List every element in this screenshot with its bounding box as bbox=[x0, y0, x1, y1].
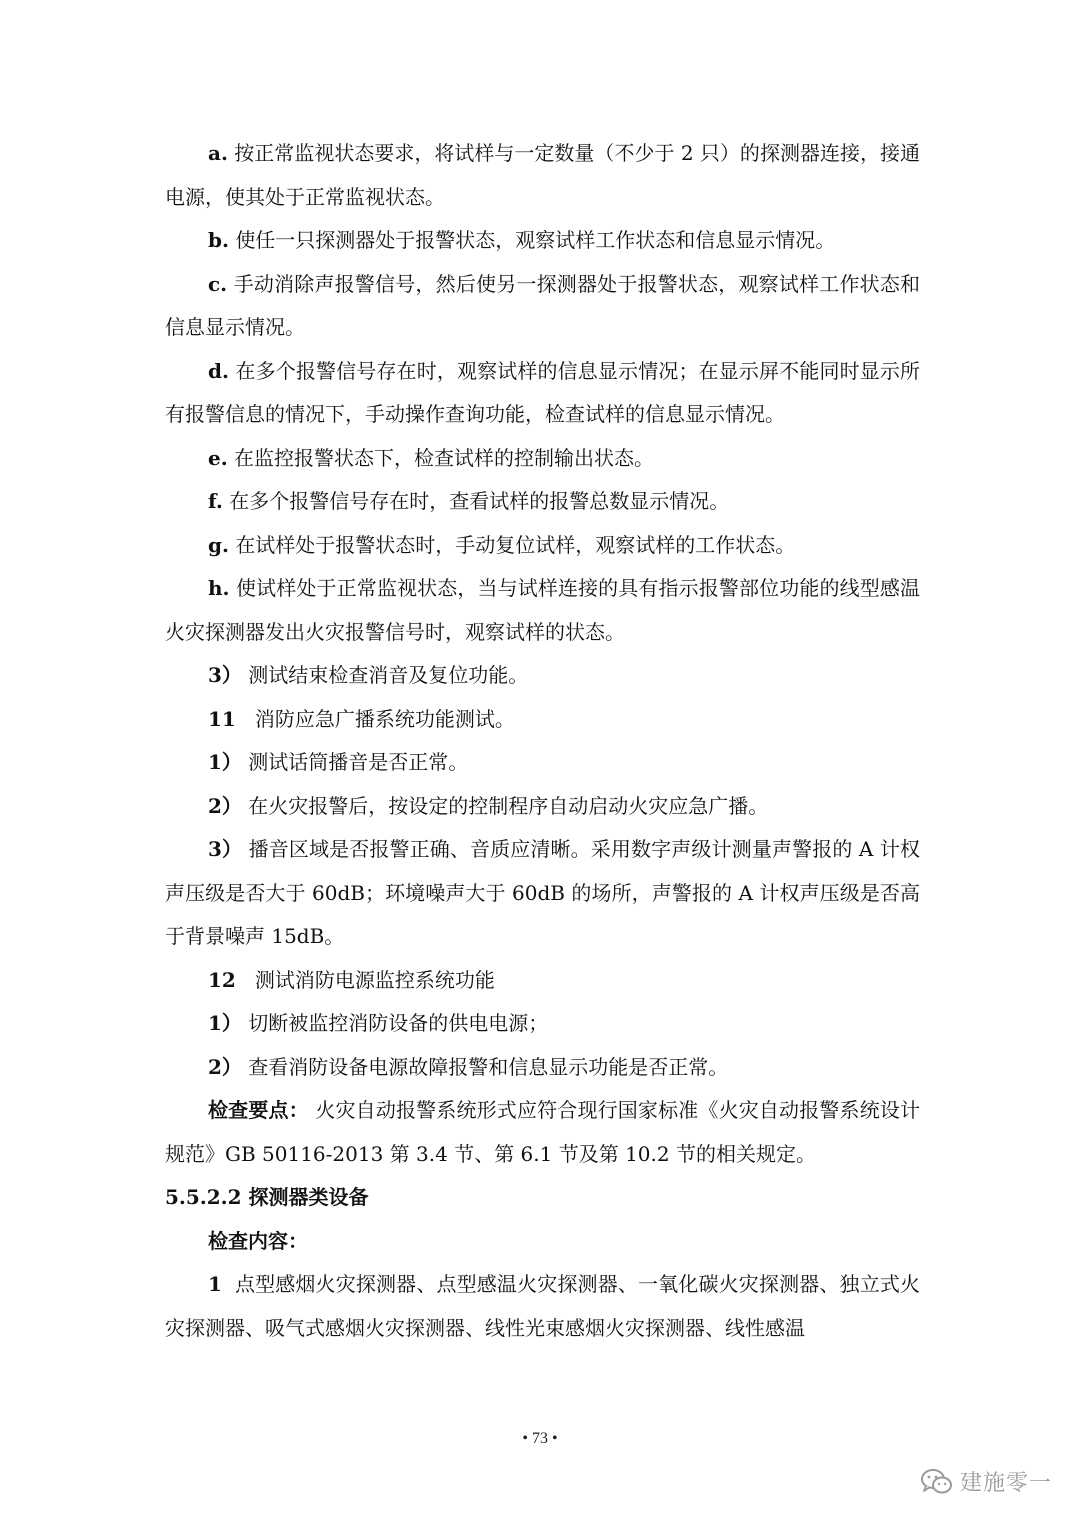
paragraph-d bbox=[165, 350, 920, 437]
paragraph-marker: 3） bbox=[208, 837, 243, 861]
paragraph-keypoint bbox=[165, 1089, 920, 1176]
paragraph-marker: 12 bbox=[208, 967, 236, 992]
item-1-text: 点型感烟火灾探测器、点型感温火灾探测器、一氧化碳火灾探测器、独立式火灾探测器、吸气式感烟火灾探测器、线性光束感烟火灾探测器、线性感温 bbox=[165, 1272, 920, 1340]
document-page bbox=[165, 132, 920, 1350]
watermark-text: 建施零一 bbox=[959, 1471, 1052, 1496]
paragraph-text: 在多个报警信号存在时，观察试样的信息显示情况；在显示屏不能同时显示所有报警信息的情况下，手动操作查询功能，检查试样的信息显示情况。 bbox=[165, 358, 921, 426]
paragraph-marker: 1） bbox=[208, 1011, 242, 1035]
paragraph-marker: 2） bbox=[208, 793, 242, 818]
paragraph-marker: c. bbox=[208, 271, 228, 296]
paragraph-text: 播音区域是否报警正确、音质应清晰。采用数字声级计测量声警报的 A 计权声压级是否大于 60dB；环境噪声大于 60dB 的场所，声警报的 A 计权声压级是否高于背景噪声 15dB。 bbox=[165, 837, 920, 948]
paragraph-s11_2 bbox=[165, 785, 920, 829]
paragraph-text: 使试样处于正常监视状态，当与试样连接的具有指示报警部位功能的线型感温火灾探测器发出火灾报警信号时，观察试样的状态。 bbox=[165, 576, 921, 644]
paragraph-text: 测试话筒播音是否正常。 bbox=[248, 750, 469, 774]
paragraph-item3 bbox=[165, 654, 920, 698]
paragraph-marker: a. bbox=[208, 141, 228, 165]
paragraph-s12_1 bbox=[165, 1002, 920, 1046]
paragraph-text: 在试样处于报警状态时，手动复位试样，观察试样的工作状态。 bbox=[235, 532, 796, 557]
paragraph-e bbox=[165, 437, 920, 481]
item-1-paragraph bbox=[165, 1263, 920, 1350]
section-heading: 5.5.2.2 探测器类设备 bbox=[165, 1185, 369, 1209]
paragraph-marker: 2） bbox=[208, 1054, 242, 1079]
paragraph-marker: b. bbox=[208, 228, 229, 252]
paragraph-marker: 1） bbox=[208, 750, 242, 774]
paragraph-text: 使任一只探测器处于报警状态，观察试样工作状态和信息显示情况。 bbox=[235, 228, 836, 252]
paragraph-text: 手动消除声报警信号，然后使另一探测器处于报警状态，观察试样工作状态和信息显示情况。 bbox=[165, 271, 921, 339]
paragraph-sec12 bbox=[165, 959, 920, 1003]
paragraph-text: 切断被监控消防设备的供电电源； bbox=[248, 1011, 549, 1035]
check-content-label: 检查内容： bbox=[208, 1228, 308, 1253]
paragraph-text: 火灾自动报警系统形式应符合现行国家标准《火灾自动报警系统设计规范》GB 50116-2013 第 3.4 节、第 6.1 节及第 10.2 节的相关规定。 bbox=[165, 1098, 921, 1166]
paragraph-text: 测试结束检查消音及复位功能。 bbox=[248, 663, 529, 687]
paragraph-marker: e. bbox=[208, 445, 228, 470]
paragraph-s11_1 bbox=[165, 741, 920, 785]
paragraph-text: 按正常监视状态要求，将试样与一定数量（不少于 2 只）的探测器连接，接通电源，使其处于正常监视状态。 bbox=[165, 141, 920, 209]
paragraph-marker: d. bbox=[208, 358, 229, 383]
item-1-marker: 1 bbox=[208, 1272, 222, 1296]
paragraph-sec11 bbox=[165, 698, 920, 742]
paragraph-text: 测试消防电源监控系统功能 bbox=[242, 967, 495, 992]
paragraph-marker: 3） bbox=[208, 663, 242, 687]
paragraph-s11_3 bbox=[165, 828, 920, 959]
watermark bbox=[920, 1466, 1052, 1497]
paragraph-marker: f. bbox=[208, 489, 223, 513]
paragraph-c bbox=[165, 263, 920, 350]
paragraph-text: 在多个报警信号存在时，查看试样的报警总数显示情况。 bbox=[229, 489, 730, 513]
paragraph-text: 在火灾报警后，按设定的控制程序自动启动火灾应急广播。 bbox=[248, 793, 769, 818]
paragraph-text: 在监控报警状态下，检查试样的控制输出状态。 bbox=[234, 445, 655, 470]
paragraph-h bbox=[165, 567, 920, 654]
paragraph-s12_2 bbox=[165, 1046, 920, 1090]
paragraph-b bbox=[165, 219, 920, 263]
paragraph-marker: g. bbox=[208, 532, 229, 557]
paragraph-marker: h. bbox=[208, 576, 230, 600]
paragraph-f bbox=[165, 480, 920, 524]
paragraph-marker: 11 bbox=[208, 706, 236, 731]
paragraph-text: 查看消防设备电源故障报警和信息显示功能是否正常。 bbox=[248, 1054, 729, 1079]
paragraph-marker: 检查要点： bbox=[208, 1098, 309, 1122]
paragraph-g bbox=[165, 524, 920, 568]
paragraph-list bbox=[165, 132, 920, 1176]
wechat-icon bbox=[920, 1467, 954, 1497]
page-number: • 73 • bbox=[522, 1430, 558, 1447]
paragraph-text: 消防应急广播系统功能测试。 bbox=[242, 706, 515, 731]
paragraph-a bbox=[165, 132, 920, 219]
